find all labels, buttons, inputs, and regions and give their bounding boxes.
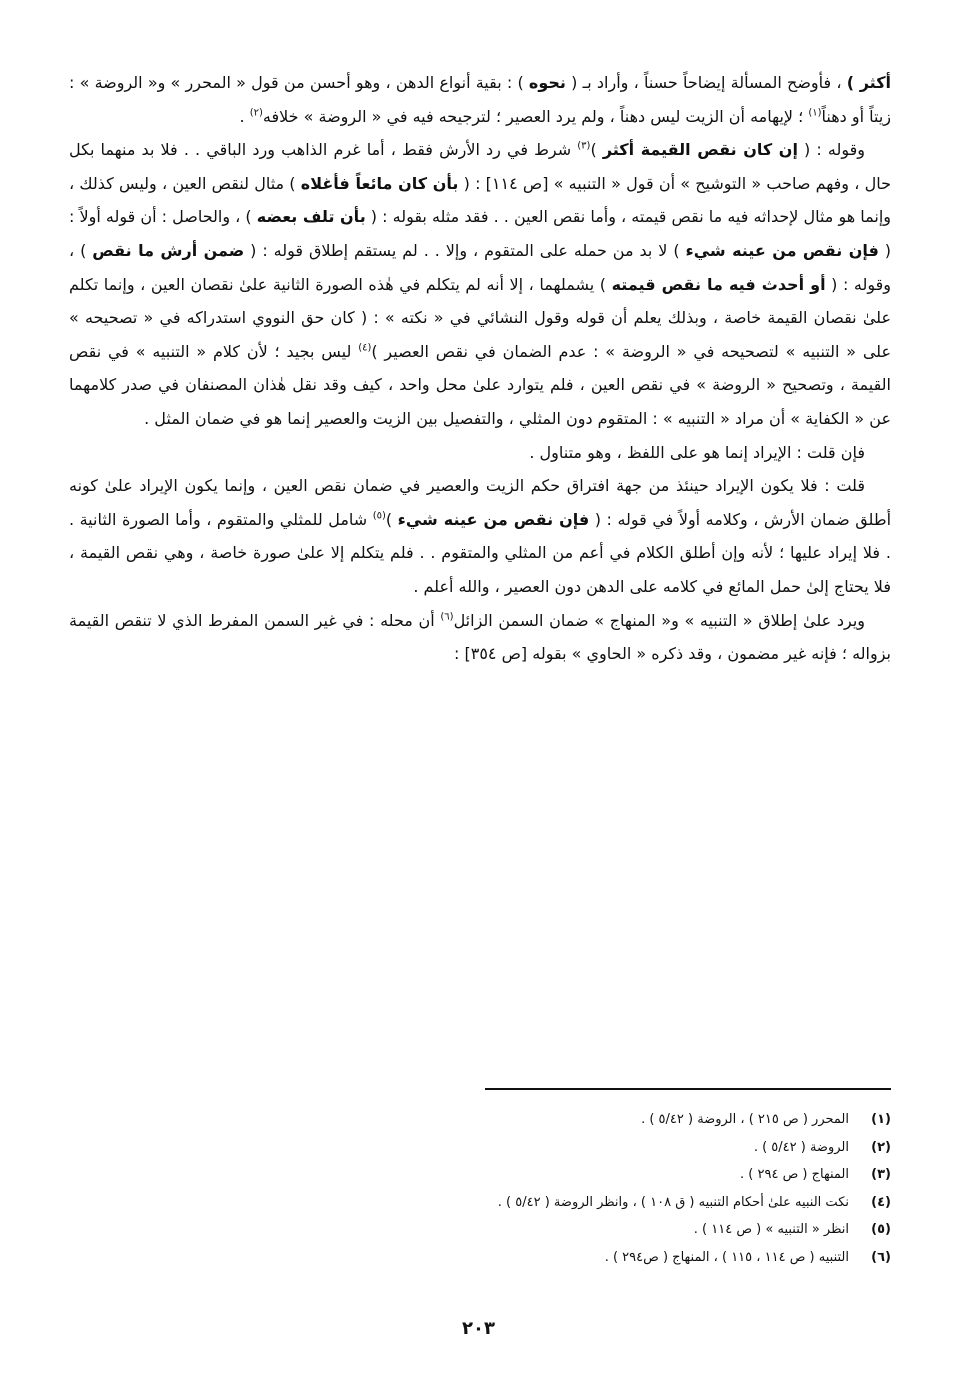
bold-quote: إن كان نقص القيمة أكثر (602, 140, 798, 160)
footnote-text: انظر « التنبيه » ( ص ١١٤ ) . (693, 1222, 849, 1237)
footnote-ref: (٥) (372, 510, 386, 522)
bold-quote: فإن نقص من عينه شيء (685, 240, 879, 260)
footnote-number: (٦) (871, 1249, 891, 1265)
text-run: . (239, 106, 250, 126)
text-run: ؛ لإيهامه أن الزيت ليس دهناً ، ولم يرد العصير ؛ لترجيحه فيه في « الروضة » خلافه (262, 106, 809, 126)
footnote-ref: (٦) (440, 611, 454, 623)
footnote-ref: (٣) (577, 140, 591, 152)
bold-quote: ضمن أرش ما نقص (92, 240, 245, 260)
text-run: ليس بجيد ؛ لأن كلام « التنبيه » في نقص القيمة ، وتصحيح « الروضة » في نقص العين ، فلم يتوارد علىٰ محل واحد ، كيف وقد نقل هٰذان المصنفان في صدر كلامهما عن « الكفاية » أن مراد « التنبيه » : المتقوم دون المثلي ، والتفصيل بين الزيت والعصير إنما هو في ضمان المثل . (69, 341, 891, 428)
bold-quote: أو أحدث فيه ما نقص قيمته (611, 274, 826, 294)
paragraph-1 (69, 66, 891, 133)
text-run: ) : بقية أنواع الدهن ، وهو أحسن من قول « المحرر » و« الروضة » : زيتاً أو دهناً (69, 73, 891, 126)
text-run: ) ، والحاصل : أن قوله أولاً : ( (69, 207, 892, 260)
footnote-number: (٤) (871, 1194, 891, 1210)
footnote-ref: (٤) (358, 342, 372, 354)
text-run: ) (385, 509, 398, 529)
paragraph-3: فإن قلت : الإيراد إنما هو على اللفظ ، وهو متناول . (529, 442, 865, 462)
bold-quote: بأن كان مائعاً فأغلاه (300, 173, 459, 193)
text-run: ) مثال لنقص العين ، وليس كذلك ، وإنما هو مثال لإحداثه فيه ما نقص قيمته ، وأما نقص العين . . فقد مثله بقوله : ( (69, 173, 891, 227)
footnote-item (69, 1189, 891, 1217)
text-run: ) (590, 140, 603, 160)
text-run: شامل للمثلي والمتقوم ، وأما الصورة الثانية . . فلا إيراد عليها ؛ لأنه وإن أطلق الكلام في أعم من المثلي والمتقوم . . فلم يتكلم إلا علىٰ صورة خاصة ، وهي نقص القيمة ، فلا يحتاج إلىٰ حمل المائع في كلامه على الدهن دون العصير ، والله أعلم . (69, 509, 891, 596)
footnote-text: التنبيه ( ص ١١٤ ، ١١٥ ) ، المنهاج ( ص٢٩٤ ) . (604, 1249, 849, 1265)
paragraph-2 (69, 133, 891, 435)
footnote-item (69, 1106, 891, 1134)
footnote-text: الروضة ( ٥/٤٢ ) . (753, 1139, 849, 1155)
footnote-number: (٥) (871, 1222, 891, 1237)
footnote-item (69, 1244, 891, 1272)
text-run: ) لا بد من حمله على المتقوم ، وإلا . . لم يستقم إطلاق قوله : ( (244, 240, 686, 260)
footnote-separator (485, 1088, 891, 1090)
text-run: ) ، وقوله : ( (69, 240, 891, 294)
bold-quote: أكثر ) (846, 73, 892, 92)
footnote-number: (١) (871, 1112, 891, 1127)
footnote-number: (٣) (871, 1167, 891, 1182)
footnote-item (69, 1161, 891, 1189)
paragraph-5 (69, 604, 891, 671)
footnote-number: (٢) (871, 1139, 891, 1155)
footnote-ref: (٢) (249, 107, 263, 119)
bold-quote: نحوه (528, 73, 566, 92)
footnotes (69, 1106, 891, 1271)
page-number: ٢٠٣ (462, 1318, 495, 1339)
bold-quote: فإن نقص من عينه شيء (397, 509, 590, 529)
text-run: ) يشملهما ، إلا أنه لم يتكلم في هٰذه الصورة الثانية علىٰ نقصان العين ، وإنما تكلم علىٰ نقصان القيمة خاصة ، وبذلك يعلم أن قوله وقول النشائي في « نكته » : ( كان حق النووي استدراكه في « تصحيحه » على « التنبيه » لتصحيحه في « الروضة » : عدم الضمان في نقص العصير ) (69, 274, 892, 361)
paragraph-4 (69, 469, 891, 603)
footnote-text: نكت النبيه علىٰ أحكام التنبيه ( ق ١٠٨ ) ، وانظر الروضة ( ٥/٤٢ ) . (497, 1194, 849, 1210)
text-run: قلت : فلا يكون الإيراد حينئذ من جهة افتراق حكم الزيت والعصير في ضمان نقص العين ، وإنما يكون الإيراد علىٰ كونه أطلق ضمان الأرش ، وكلامه أولاً في قوله : ( (69, 476, 892, 529)
footnote-text: المحرر ( ص ٢١٥ ) ، الروضة ( ٥/٤٢ ) . (641, 1112, 849, 1127)
main-text (69, 66, 891, 671)
text-run: ويرد علىٰ إطلاق « التنبيه » و« المنهاج » ضمان السمن الزائل (453, 610, 865, 630)
text-run: وقوله : ( (797, 140, 866, 160)
footnote-text: المنهاج ( ص ٢٩٤ ) . (740, 1167, 849, 1182)
text-run: شرط في رد الأرش فقط ، أما غرم الذاهب ورد الباقي . . فلا بد منهما بكل حال ، وفهم صاحب « التوشيح » أن قول « التنبيه » [ص ١١٤] : ( (69, 140, 891, 193)
footnote-item (69, 1216, 891, 1244)
text-run: ، فأوضح المسألة إيضاحاً حسناً ، وأراد بـ ( (565, 73, 847, 92)
footnote-ref: (١) (808, 107, 822, 119)
bold-quote: بأن تلف بعضه (256, 207, 366, 227)
footnote-item (69, 1134, 891, 1162)
text-run: أن محله : في غير السمن المفرط الذي لا تنقص القيمة بزواله ؛ فإنه غير مضمون ، وقد ذكره « الحاوي » بقوله [ص ٣٥٤] : (69, 610, 891, 664)
